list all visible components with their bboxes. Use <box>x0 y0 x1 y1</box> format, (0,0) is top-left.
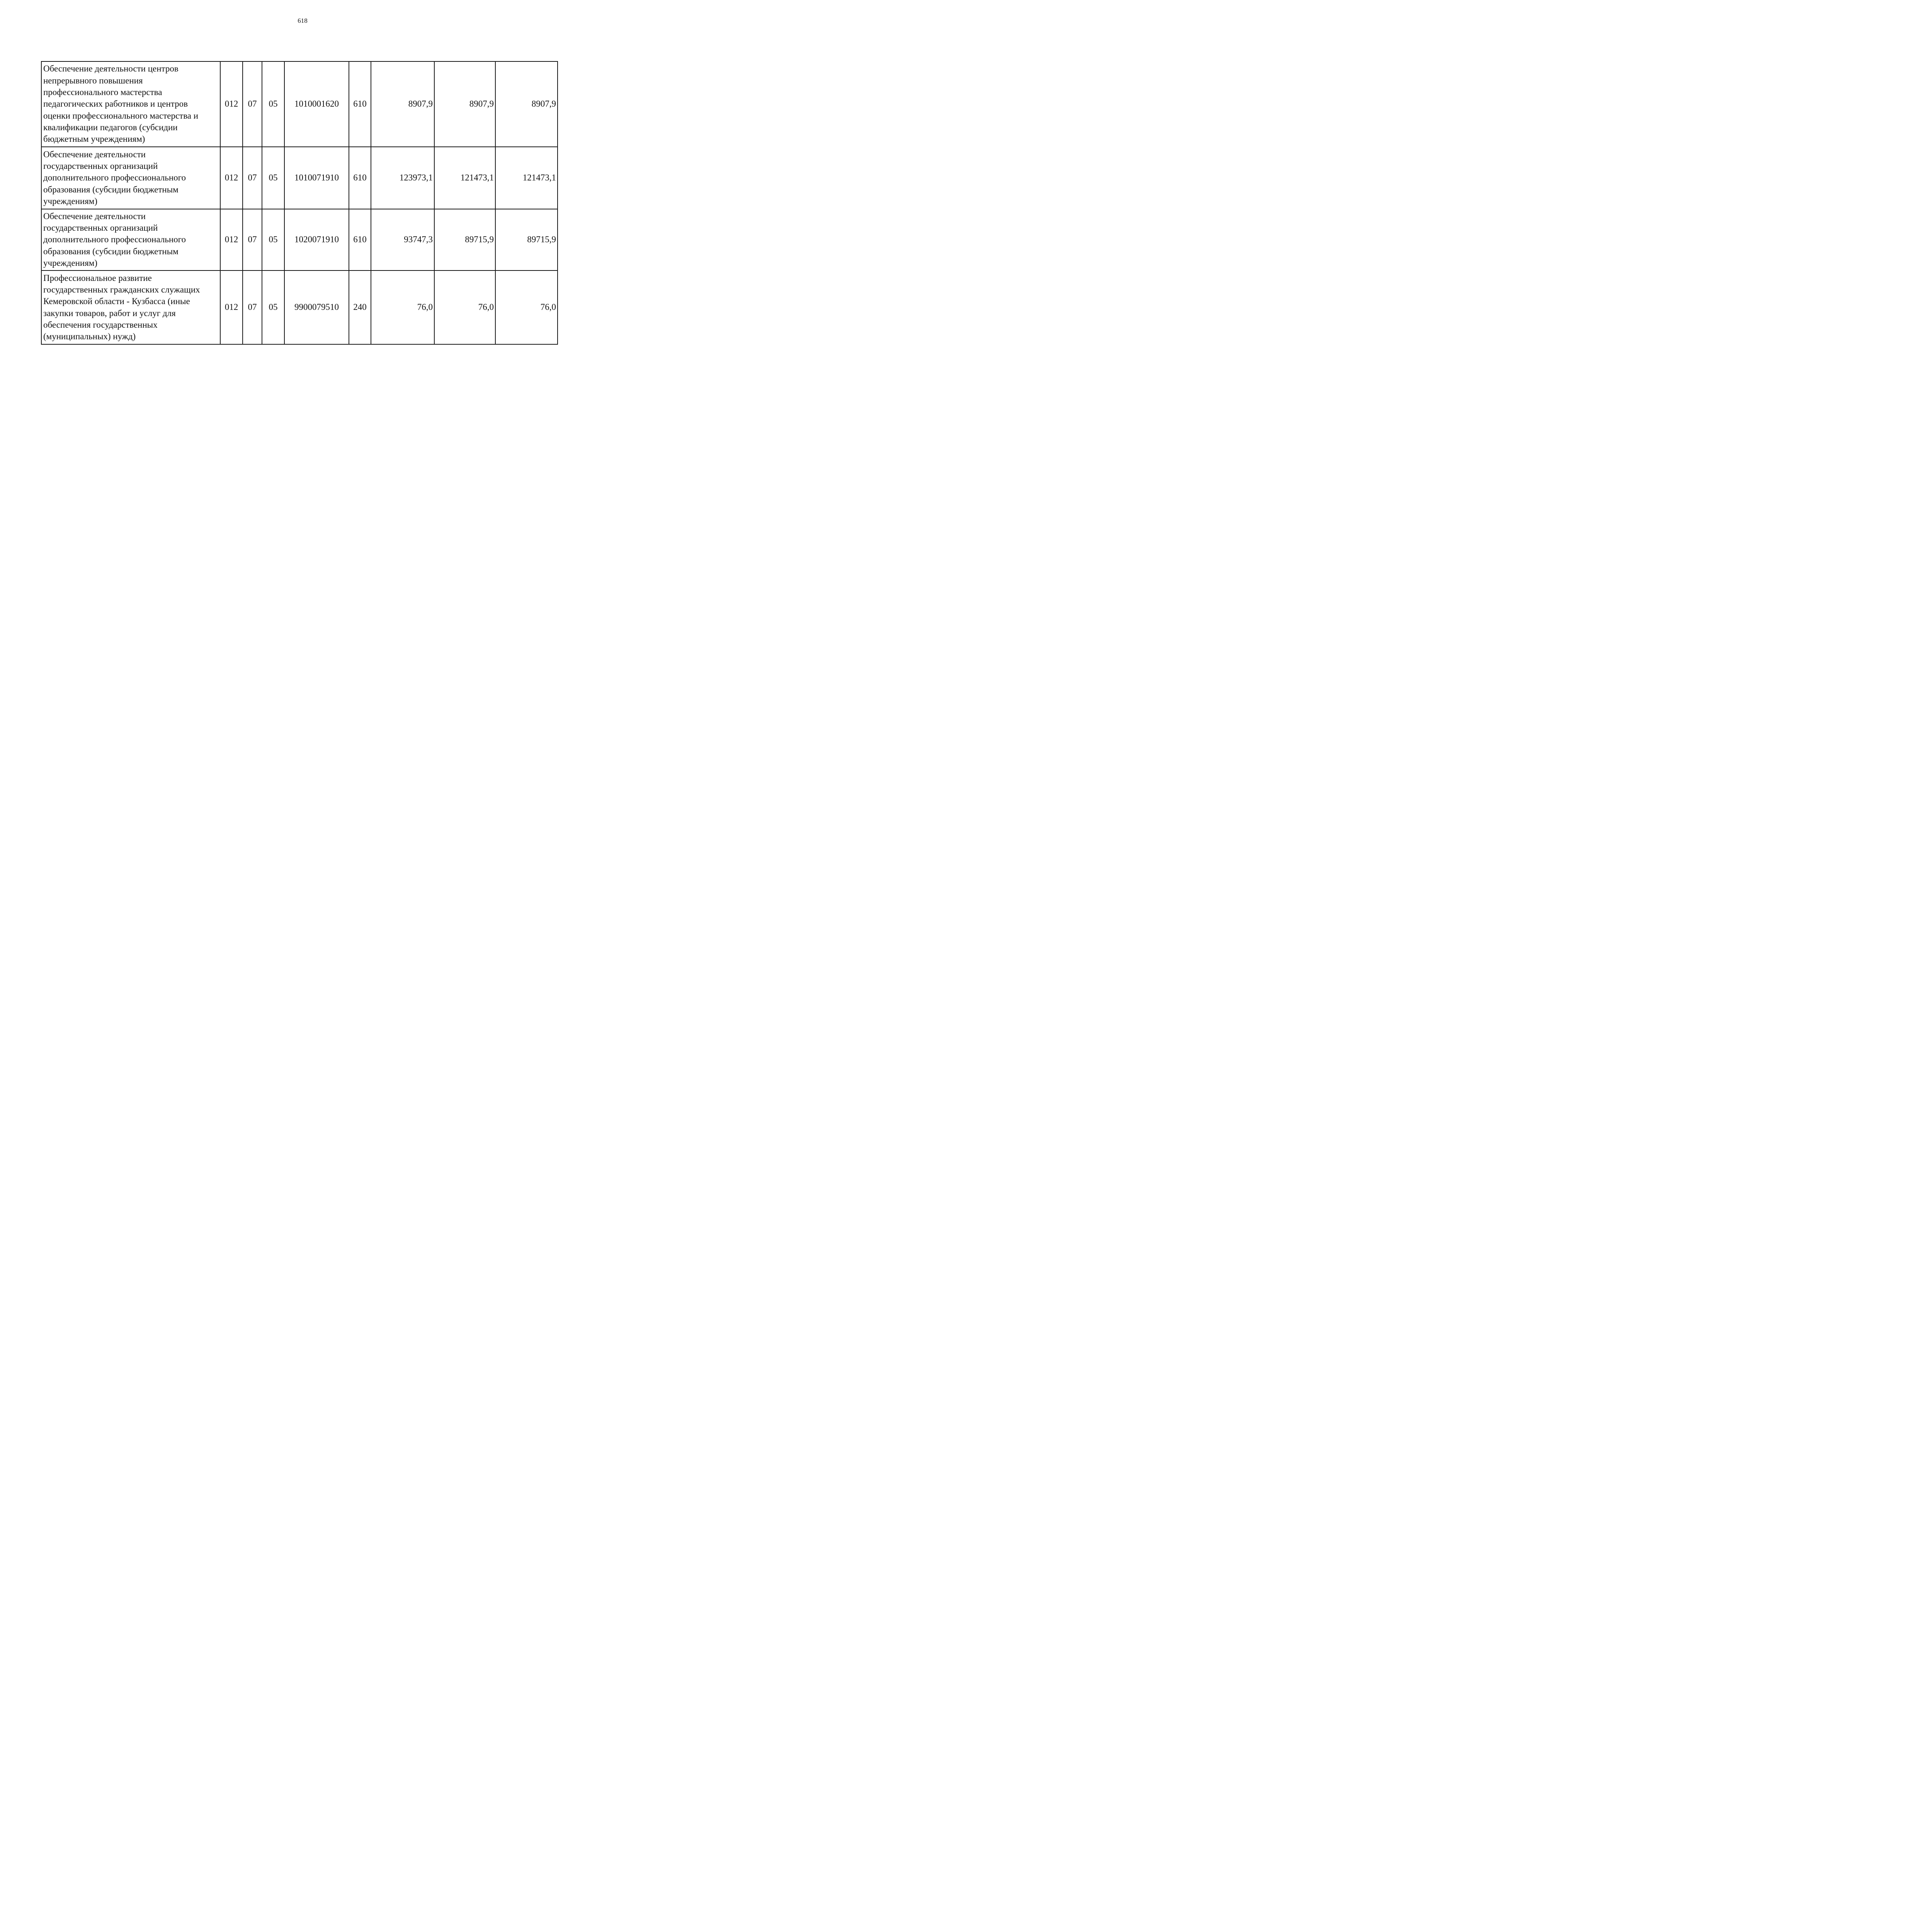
amount-year-1: 93747,3 <box>371 209 434 270</box>
amount-year-3: 121473,1 <box>495 147 558 209</box>
subsection-code: 05 <box>262 270 284 344</box>
ministry-code: 012 <box>220 61 243 147</box>
table-body <box>41 61 558 344</box>
target-article-code: 1010071910 <box>284 147 349 209</box>
description-line: государственных организаций <box>43 223 158 233</box>
section-code: 07 <box>243 270 262 344</box>
table-row <box>41 61 558 147</box>
amount-year-2: 76,0 <box>434 270 495 344</box>
description-line: Профессиональное развитие <box>43 273 152 283</box>
description-line: обеспечения государственных <box>43 320 158 330</box>
amount-year-1: 8907,9 <box>371 61 434 147</box>
description-line: Обеспечение деятельности <box>43 149 146 159</box>
page-number: 618 <box>298 17 308 24</box>
target-article-code: 9900079510 <box>284 270 349 344</box>
description-line: учреждениям) <box>43 196 97 206</box>
description-line: государственных организаций <box>43 161 158 171</box>
description-line: бюджетным учреждениям) <box>43 134 145 144</box>
amount-year-3: 76,0 <box>495 270 558 344</box>
section-code: 07 <box>243 209 262 270</box>
table-row <box>41 147 558 209</box>
expense-type-code: 610 <box>349 147 371 209</box>
description-line: закупки товаров, работ и услуг для <box>43 308 176 318</box>
amount-year-1: 123973,1 <box>371 147 434 209</box>
description-line: профессионального мастерства <box>43 87 162 97</box>
description-line: Обеспечение деятельности <box>43 211 146 221</box>
target-article-code: 1010001620 <box>284 61 349 147</box>
row-description <box>41 270 220 344</box>
description-line: образования (субсидии бюджетным <box>43 184 179 194</box>
description-line: непрерывного повышения <box>43 75 143 85</box>
description-line: квалификации педагогов (субсидии <box>43 122 178 132</box>
expense-type-code: 240 <box>349 270 371 344</box>
row-description <box>41 61 220 147</box>
table-row <box>41 270 558 344</box>
amount-year-1: 76,0 <box>371 270 434 344</box>
description-line: образования (субсидии бюджетным <box>43 246 179 256</box>
ministry-code: 012 <box>220 147 243 209</box>
ministry-code: 012 <box>220 270 243 344</box>
description-line: педагогических работников и центров <box>43 99 188 109</box>
subsection-code: 05 <box>262 209 284 270</box>
description-line: учреждениям) <box>43 258 97 268</box>
amount-year-2: 8907,9 <box>434 61 495 147</box>
amount-year-2: 121473,1 <box>434 147 495 209</box>
description-line: государственных гражданских служащих <box>43 284 200 294</box>
section-code: 07 <box>243 61 262 147</box>
target-article-code: 1020071910 <box>284 209 349 270</box>
expense-type-code: 610 <box>349 209 371 270</box>
ministry-code: 012 <box>220 209 243 270</box>
description-line: Кемеровской области - Кузбасса (иные <box>43 296 190 306</box>
description-line: дополнительного профессионального <box>43 173 186 183</box>
description-line: дополнительного профессионального <box>43 235 186 245</box>
row-description <box>41 209 220 270</box>
amount-year-3: 8907,9 <box>495 61 558 147</box>
table-row <box>41 209 558 270</box>
subsection-code: 05 <box>262 61 284 147</box>
budget-table <box>41 61 558 345</box>
description-line: оценки профессионального мастерства и <box>43 111 199 121</box>
amount-year-2: 89715,9 <box>434 209 495 270</box>
description-line: Обеспечение деятельности центров <box>43 64 179 74</box>
description-line: (муниципальных) нужд) <box>43 332 136 342</box>
row-description <box>41 147 220 209</box>
subsection-code: 05 <box>262 147 284 209</box>
section-code: 07 <box>243 147 262 209</box>
expense-type-code: 610 <box>349 61 371 147</box>
amount-year-3: 89715,9 <box>495 209 558 270</box>
